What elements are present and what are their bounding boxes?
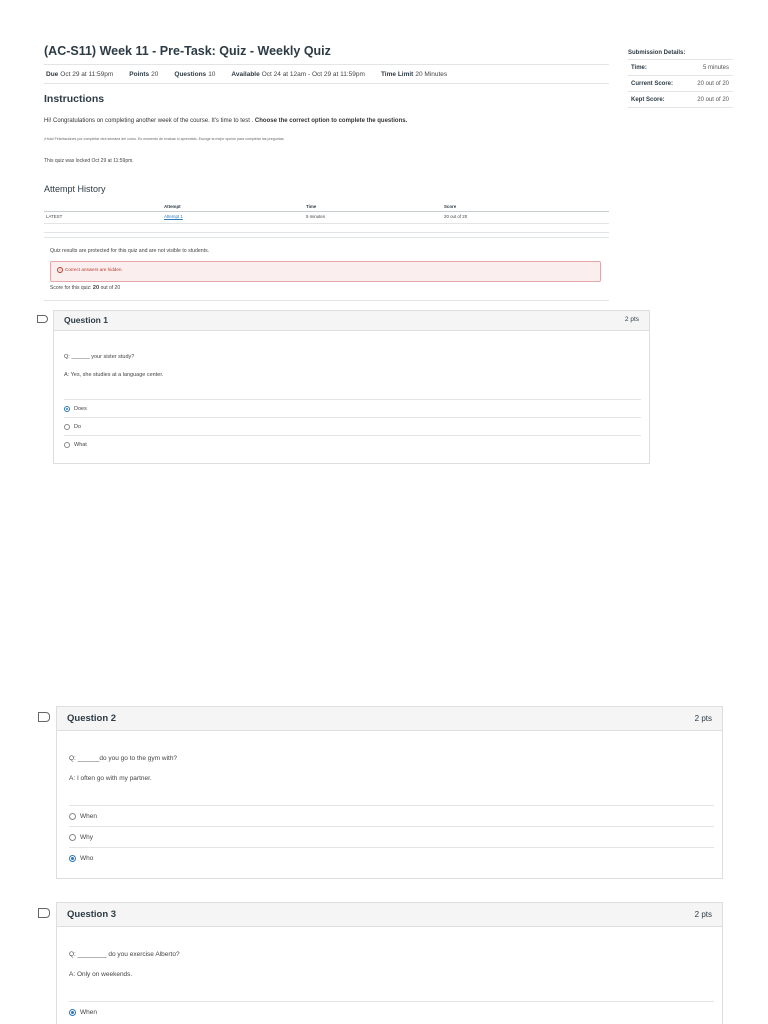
question-title: Question 3	[67, 909, 117, 920]
table-row: LATEST Attempt 1 5 minutes 20 out of 20	[44, 212, 609, 224]
question-answer-context: A: Only on weekends.	[69, 971, 133, 978]
submission-details	[628, 46, 733, 108]
answer-option[interactable]: Why	[69, 826, 714, 847]
answer-option[interactable]: When	[69, 805, 714, 826]
question-answer-context: A: Yes, she studies at a language center.	[64, 372, 164, 378]
answer-option[interactable]: Who	[69, 847, 714, 868]
time-limit-info: Time Limit 20 Minutes	[380, 70, 448, 78]
points-info: Points 20	[129, 70, 159, 78]
question-points: 2 pts	[694, 910, 712, 919]
question-prompt: Q: ______do you go to the gym with?	[69, 755, 178, 762]
question-header	[57, 903, 722, 927]
submission-time-row: Time: 5 minutes	[628, 60, 733, 76]
question-3	[56, 902, 723, 1024]
radio-selected-icon[interactable]	[69, 1009, 76, 1016]
question-title: Question 1	[64, 315, 108, 325]
current-score-row: Current Score: 20 out of 20	[628, 76, 733, 92]
available-info: Available Oct 24 at 12am - Oct 29 at 11:59pm	[231, 70, 365, 78]
page-title: (AC-S11) Week 11 - Pre-Task: Quiz - Weekly Quiz	[44, 44, 331, 58]
question-answer-context: A: I often go with my partner.	[69, 775, 152, 782]
flag-question-icon[interactable]	[37, 315, 48, 323]
attempt-link[interactable]: Attempt 1	[164, 214, 183, 219]
radio-icon[interactable]	[69, 813, 76, 820]
question-header	[54, 311, 649, 331]
attempt-history-heading: Attempt History	[44, 184, 106, 194]
question-prompt: Q: ______ your sister study?	[64, 354, 135, 360]
kept-score-row: Kept Score: 20 out of 20	[628, 92, 733, 108]
question-header	[57, 707, 722, 731]
hidden-answers-alert: ! Correct answers are hidden.	[50, 261, 601, 282]
locked-notice: This quiz was locked Oct 29 at 11:59pm.	[44, 158, 134, 164]
submission-heading: Submission Details:	[628, 46, 733, 60]
radio-icon[interactable]	[69, 834, 76, 841]
radio-selected-icon[interactable]	[69, 855, 76, 862]
question-points: 2 pts	[624, 316, 639, 323]
answer-option[interactable]: What	[64, 435, 641, 453]
instructions-text: Hi! Congratulations on completing another week of the course. It's time to test . Choose the correct option to complete the questions.	[44, 118, 408, 124]
answer-option[interactable]: Do	[64, 417, 641, 435]
questions-info: Questions 10	[174, 70, 216, 78]
question-points: 2 pts	[694, 714, 712, 723]
quiz-meta-bar	[44, 64, 609, 84]
results-protected-notice: Quiz results are protected for this quiz and are not visible to students.	[50, 248, 210, 254]
flag-question-icon[interactable]	[38, 908, 50, 918]
instructions-text-spanish: ¡Hola! Felicitaciones por completar otra semana del curso. Es momento de evaluar lo aprendido. Escoge la mejor opción para completar las preguntas.	[44, 137, 285, 141]
attempt-history-table	[44, 202, 609, 233]
question-title: Question 2	[67, 713, 117, 724]
quiz-results	[44, 237, 609, 301]
question-1	[53, 310, 650, 464]
answer-option[interactable]: When	[69, 1001, 714, 1022]
instructions-heading: Instructions	[44, 93, 105, 105]
radio-selected-icon[interactable]	[64, 406, 70, 412]
radio-icon[interactable]	[64, 424, 70, 430]
attempt-table-header: Attempt Time Score	[44, 202, 609, 212]
table-row-spacer	[44, 224, 609, 233]
question-prompt: Q: ________ do you exercise Alberto?	[69, 951, 180, 958]
quiz-score: Score for this quiz: 20 out of 20	[50, 285, 121, 291]
due-info: Due Oct 29 at 11:59pm	[46, 70, 114, 78]
question-2	[56, 706, 723, 879]
info-icon: !	[57, 267, 63, 273]
radio-icon[interactable]	[64, 442, 70, 448]
flag-question-icon[interactable]	[38, 712, 50, 722]
answer-option[interactable]: Does	[64, 399, 641, 417]
